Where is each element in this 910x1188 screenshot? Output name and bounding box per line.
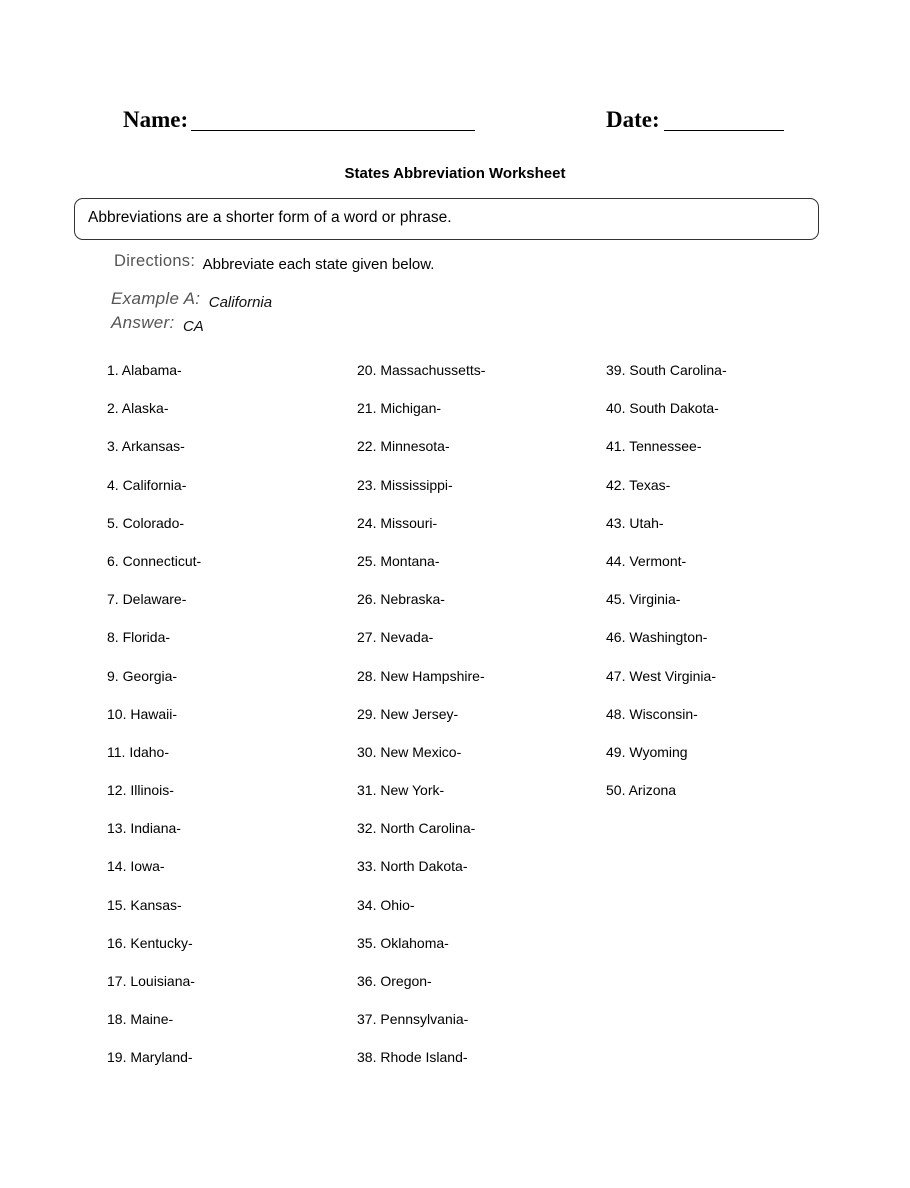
example-label: Example A: [111,289,201,308]
state-item: 19. Maryland- [107,1049,193,1066]
state-item: 5. Colorado- [107,514,185,531]
answer-value: CA [182,318,204,335]
date-blank-line[interactable] [664,130,784,131]
directions-text: Abbreviate each state given below. [202,256,435,273]
state-item: 47. West Virginia- [606,667,716,684]
header-row [0,106,910,138]
state-item: 50. Arizona [606,782,677,799]
state-item: 32. North Carolina- [357,820,476,837]
state-item: 13. Indiana- [107,820,181,837]
state-item: 24. Missouri- [357,514,438,531]
answer-row [111,313,204,336]
state-item: 10. Hawaii- [107,705,178,722]
state-item: 23. Mississippi- [357,476,453,493]
state-item: 15. Kansas- [107,896,182,913]
state-item: 31. New York- [357,782,445,799]
state-item: 21. Michigan- [357,400,442,417]
state-item: 34. Ohio- [357,896,415,913]
state-item: 49. Wyoming [606,743,688,760]
state-item: 22. Minnesota- [357,438,450,455]
definition-text: Abbreviations are a shorter form of a word or phrase. [88,209,452,226]
name-label: Name: [123,107,189,132]
worksheet-title: States Abbreviation Worksheet [344,165,566,182]
state-item: 43. Utah- [606,514,664,531]
state-item: 17. Louisiana- [107,973,195,989]
state-item: 9. Georgia- [107,667,178,684]
directions [114,253,434,276]
state-item: 48. Wisconsin- [606,705,698,722]
state-item: 35. Oklahoma- [357,934,449,951]
state-item: 1. Alabama- [107,362,182,378]
directions-label: Directions: [114,252,196,270]
state-item: 6. Connecticut- [107,552,202,569]
state-item: 39. South Carolina- [606,362,727,378]
state-column-3 [606,360,846,818]
state-column-1 [107,360,347,1086]
state-item: 40. South Dakota- [606,400,719,417]
state-item: 42. Texas- [606,476,671,493]
state-item: 29. New Jersey- [357,705,459,722]
state-item: 16. Kentucky- [107,934,193,951]
state-item: 25. Montana- [357,552,440,569]
state-item: 14. Iowa- [107,858,165,875]
state-item: 3. Arkansas- [107,438,185,455]
state-item: 28. New Hampshire- [357,667,485,684]
name-blank-line[interactable] [191,130,475,131]
state-item: 2. Alaska- [107,400,169,417]
state-item: 33. North Dakota- [357,858,468,875]
date-label: Date: [606,107,660,132]
state-item: 11. Idaho- [107,743,170,760]
state-item: 41. Tennessee- [606,438,702,455]
example-value: California [208,294,273,311]
state-item: 30. New Mexico- [357,743,462,760]
state-item: 37. Pennsylvania- [357,1011,469,1028]
state-item: 38. Rhode Island- [357,1049,468,1066]
state-item: 18. Maine- [107,1011,174,1028]
example-row [111,289,273,312]
state-item: 4. California- [107,476,187,493]
state-item: 45. Virginia- [606,591,681,608]
definition-box [74,198,819,240]
state-item: 20. Massachussetts- [357,362,486,378]
state-item: 27. Nevada- [357,629,434,646]
state-item: 8. Florida- [107,629,171,646]
state-item: 36. Oregon- [357,973,432,989]
state-item: 44. Vermont- [606,552,687,569]
state-item: 26. Nebraska- [357,591,445,608]
state-item: 12. Illinois- [107,782,174,799]
state-item: 46. Washington- [606,629,708,646]
state-column-2 [357,360,597,1086]
state-item: 7. Delaware- [107,591,187,608]
answer-label: Answer: [111,313,175,332]
